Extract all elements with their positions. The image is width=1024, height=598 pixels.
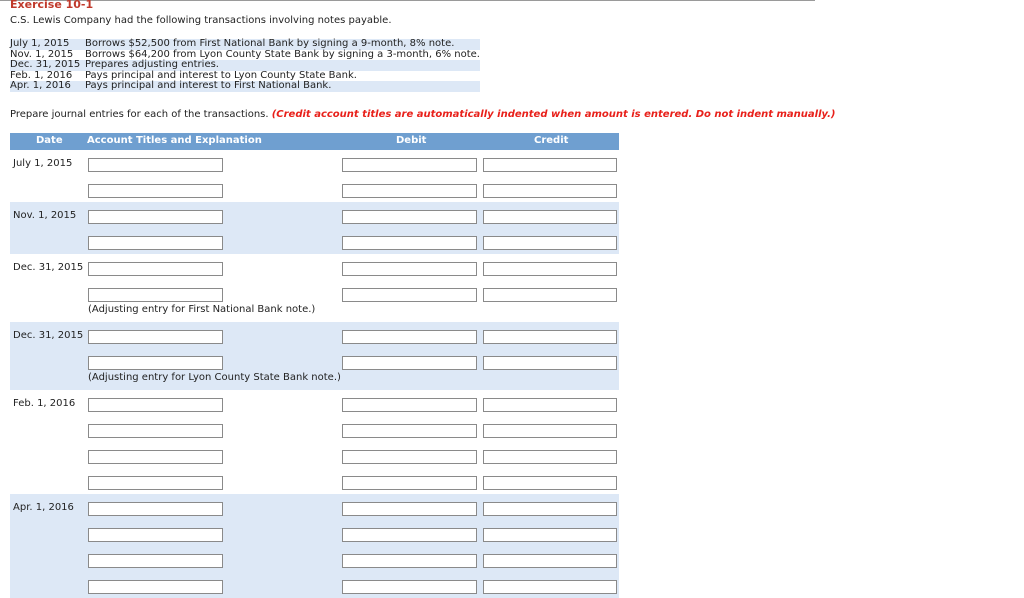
credit-input[interactable] — [483, 356, 617, 370]
account-title-input[interactable] — [88, 330, 223, 344]
transaction-date: Feb. 1, 2016 — [10, 69, 73, 81]
credit-input[interactable] — [483, 288, 617, 302]
exercise-title: Exercise 10-1 — [10, 0, 94, 11]
adjusting-entry-note: (Adjusting entry for Lyon County State Bank note.) — [88, 372, 341, 383]
journal-row — [10, 390, 619, 416]
journal-entry-group — [10, 390, 619, 494]
journal-row — [10, 348, 619, 374]
entry-date: Apr. 1, 2016 — [13, 502, 74, 513]
header-credit: Credit — [534, 135, 569, 146]
account-title-input[interactable] — [88, 158, 223, 172]
account-title-input[interactable] — [88, 356, 223, 370]
journal-entry-group — [10, 254, 619, 322]
debit-input[interactable] — [342, 158, 477, 172]
header-date: Date — [36, 135, 63, 146]
debit-input[interactable] — [342, 288, 477, 302]
transaction-description: Pays principal and interest to Lyon County State Bank. — [84, 69, 357, 81]
account-title-input[interactable] — [88, 236, 223, 250]
transaction-row — [10, 60, 480, 71]
journal-row — [10, 442, 619, 468]
journal-note-row — [10, 306, 619, 322]
exercise-intro: C.S. Lewis Company had the following transactions involving notes payable. — [10, 15, 392, 26]
debit-input[interactable] — [342, 424, 477, 438]
journal-row — [10, 494, 619, 520]
debit-input[interactable] — [342, 502, 477, 516]
journal-entry-group — [10, 202, 619, 254]
journal-row — [10, 176, 619, 202]
transaction-description: Pays principal and interest to First National Bank. — [85, 81, 480, 92]
journal-entry-group — [10, 322, 619, 390]
credit-input[interactable] — [483, 502, 617, 516]
credit-input[interactable] — [483, 210, 617, 224]
credit-input[interactable] — [483, 424, 617, 438]
transaction-date: Dec. 31, 2015 — [10, 60, 85, 71]
account-title-input[interactable] — [88, 528, 223, 542]
account-title-input[interactable] — [88, 502, 223, 516]
journal-row — [10, 572, 619, 598]
header-debit: Debit — [396, 135, 427, 146]
journal-row — [10, 468, 619, 494]
transaction-description: Borrows $52,500 from First National Bank by signing a 9-month, 8% note. — [85, 39, 480, 50]
debit-input[interactable] — [342, 184, 477, 198]
account-title-input[interactable] — [88, 398, 223, 412]
credit-input[interactable] — [483, 236, 617, 250]
debit-input[interactable] — [342, 210, 477, 224]
journal-row — [10, 254, 619, 280]
credit-input[interactable] — [483, 476, 617, 490]
account-title-input[interactable] — [88, 450, 223, 464]
instructions-text: Prepare journal entries for each of the transactions. — [10, 109, 272, 120]
account-title-input[interactable] — [88, 288, 223, 302]
journal-entry-group — [10, 150, 619, 202]
entry-date: Dec. 31, 2015 — [13, 330, 84, 341]
entry-date: Nov. 1, 2015 — [13, 210, 77, 221]
transaction-row — [10, 39, 480, 50]
debit-input[interactable] — [342, 528, 477, 542]
debit-input[interactable] — [342, 262, 477, 276]
credit-input[interactable] — [483, 158, 617, 172]
journal-row — [10, 202, 619, 228]
credit-input[interactable] — [483, 262, 617, 276]
journal-header — [10, 133, 619, 150]
credit-input[interactable] — [483, 330, 617, 344]
instructions-note: (Credit account titles are automatically indented when amount is entered. Do not indent manually.) — [271, 109, 836, 120]
account-title-input[interactable] — [88, 210, 223, 224]
transaction-date: July 1, 2015 — [10, 39, 85, 50]
journal-row — [10, 228, 619, 254]
instructions — [10, 109, 835, 120]
journal-row — [10, 150, 619, 176]
account-title-input[interactable] — [88, 476, 223, 490]
transaction-row — [10, 81, 480, 92]
debit-input[interactable] — [342, 236, 477, 250]
transaction-date: Nov. 1, 2015 — [10, 48, 74, 60]
account-title-input[interactable] — [88, 580, 223, 594]
credit-input[interactable] — [483, 554, 617, 568]
entry-date: July 1, 2015 — [13, 158, 73, 169]
account-title-input[interactable] — [88, 184, 223, 198]
account-title-input[interactable] — [88, 554, 223, 568]
transaction-row — [10, 50, 480, 61]
journal-row — [10, 520, 619, 546]
transaction-description: Prepares adjusting entries. — [85, 60, 480, 71]
debit-input[interactable] — [342, 356, 477, 370]
transaction-date: Apr. 1, 2016 — [10, 81, 85, 92]
credit-input[interactable] — [483, 580, 617, 594]
journal-body — [10, 150, 619, 598]
top-divider — [0, 0, 815, 1]
account-title-input[interactable] — [88, 262, 223, 276]
journal-row — [10, 546, 619, 572]
debit-input[interactable] — [342, 476, 477, 490]
journal-row — [10, 416, 619, 442]
debit-input[interactable] — [342, 580, 477, 594]
journal-entry-group — [10, 494, 619, 598]
entry-date: Feb. 1, 2016 — [13, 398, 76, 409]
debit-input[interactable] — [342, 398, 477, 412]
journal-row — [10, 280, 619, 306]
credit-input[interactable] — [483, 528, 617, 542]
journal-entry-table — [10, 133, 619, 598]
transactions-table — [10, 39, 480, 92]
journal-note-row — [10, 374, 619, 390]
transaction-description: Borrows $64,200 from Lyon County State Bank by signing a 3-month, 6% note. — [84, 48, 480, 60]
adjusting-entry-note: (Adjusting entry for First National Bank note.) — [88, 304, 316, 315]
debit-input[interactable] — [342, 330, 477, 344]
debit-input[interactable] — [342, 450, 477, 464]
credit-input[interactable] — [483, 184, 617, 198]
header-account: Account Titles and Explanation — [87, 135, 262, 146]
credit-input[interactable] — [483, 450, 617, 464]
account-title-input[interactable] — [88, 424, 223, 438]
debit-input[interactable] — [342, 554, 477, 568]
entry-date: Dec. 31, 2015 — [13, 262, 84, 273]
credit-input[interactable] — [483, 398, 617, 412]
journal-row — [10, 322, 619, 348]
